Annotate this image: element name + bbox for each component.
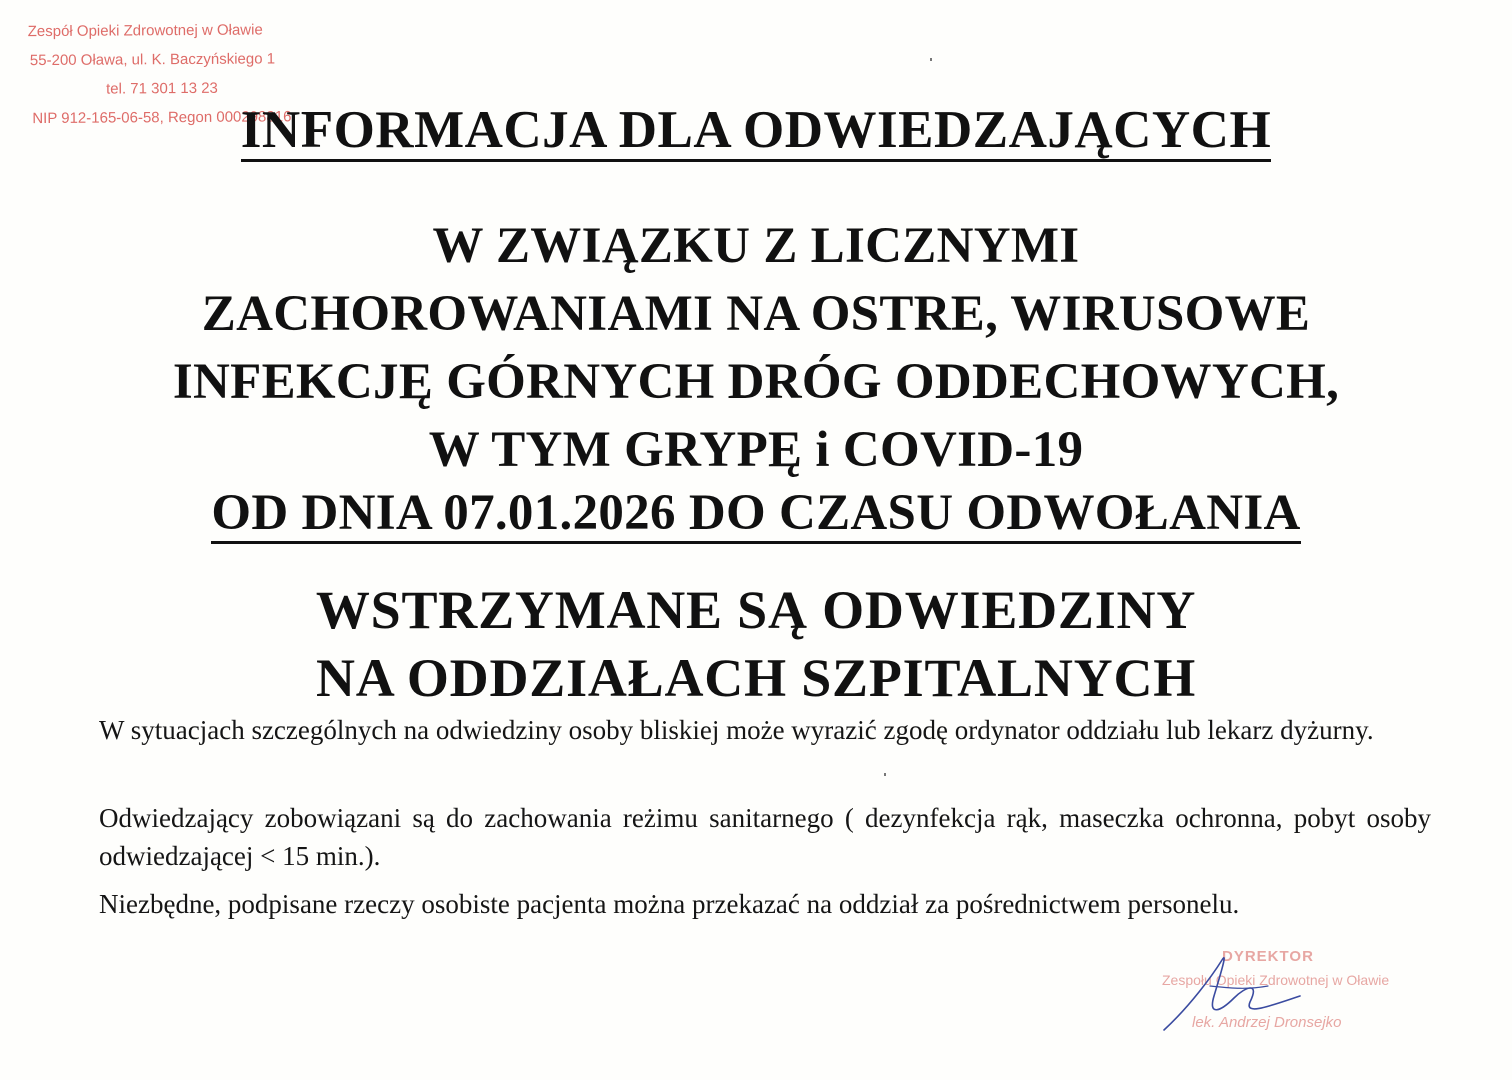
stamp-line-phone: tel. 71 301 13 23 <box>106 79 218 98</box>
stamp-line-address: 55-200 Oława, ul. K. Baczyńskiego 1 <box>29 50 276 70</box>
suspension-line-1: WSTRZYMANE SĄ ODWIEDZINY <box>315 580 1197 640</box>
paragraph-sanitary-rules: Odwiedzający zobowiązani są do zachowania reżimu sanitarnego ( dezynfekcja rąk, maseczka ochronna, pobyt osoby odwiedzającej < 15 min.). <box>99 803 1431 871</box>
announcement-block <box>0 212 1512 484</box>
announcement-line-3: INFEKCJĘ GÓRNYCH DRÓG ODDECHOWYCH, <box>172 354 1340 410</box>
director-role: DYREKTOR <box>1222 948 1314 965</box>
director-signature-stamp <box>1150 946 1410 1046</box>
suspension-block <box>0 576 1512 712</box>
handwritten-signature <box>1150 946 1410 1046</box>
announcement-line-4: W TYM GRYPĘ i COVID-19 <box>428 422 1084 478</box>
stamp-line-name: Zespół Opieki Zdrowotnej w Oławie <box>27 21 263 41</box>
paragraph-personal-items: Niezbędne, podpisane rzeczy osobiste pacjenta można przekazać na oddział za pośrednictwem personelu. <box>99 889 1240 919</box>
director-name: lek. Andrzej Dronsejko <box>1192 1014 1342 1031</box>
suspension-line-2: NA ODDZIAŁACH SZPITALNYCH <box>315 648 1197 708</box>
director-organization: Zespołu Opieki Zdrowotnej w Oławie <box>1162 972 1390 988</box>
scan-speck <box>930 58 932 61</box>
paragraph-exceptions: W sytuacjach szczególnych na odwiedziny osoby bliskiej może wyrazić zgodę ordynator oddziału lub lekarz dyżurny. <box>99 715 1374 745</box>
scan-speck <box>884 773 886 776</box>
validity-dates-text: OD DNIA 07.01.2026 DO CZASU ODWOŁANIA <box>211 485 1300 544</box>
announcement-line-1: W ZWIĄZKU Z LICZNYMI <box>432 218 1080 274</box>
notice-title <box>0 100 1512 160</box>
validity-dates <box>0 484 1512 542</box>
stamp-line-ids: NIP 912-165-06-58, Regon 000298816 <box>32 108 292 128</box>
announcement-line-2: ZACHOROWANIAMI NA OSTRE, WIRUSOWE <box>201 286 1311 342</box>
notice-title-text: INFORMACJA DLA ODWIEDZAJĄCYCH <box>241 101 1271 162</box>
